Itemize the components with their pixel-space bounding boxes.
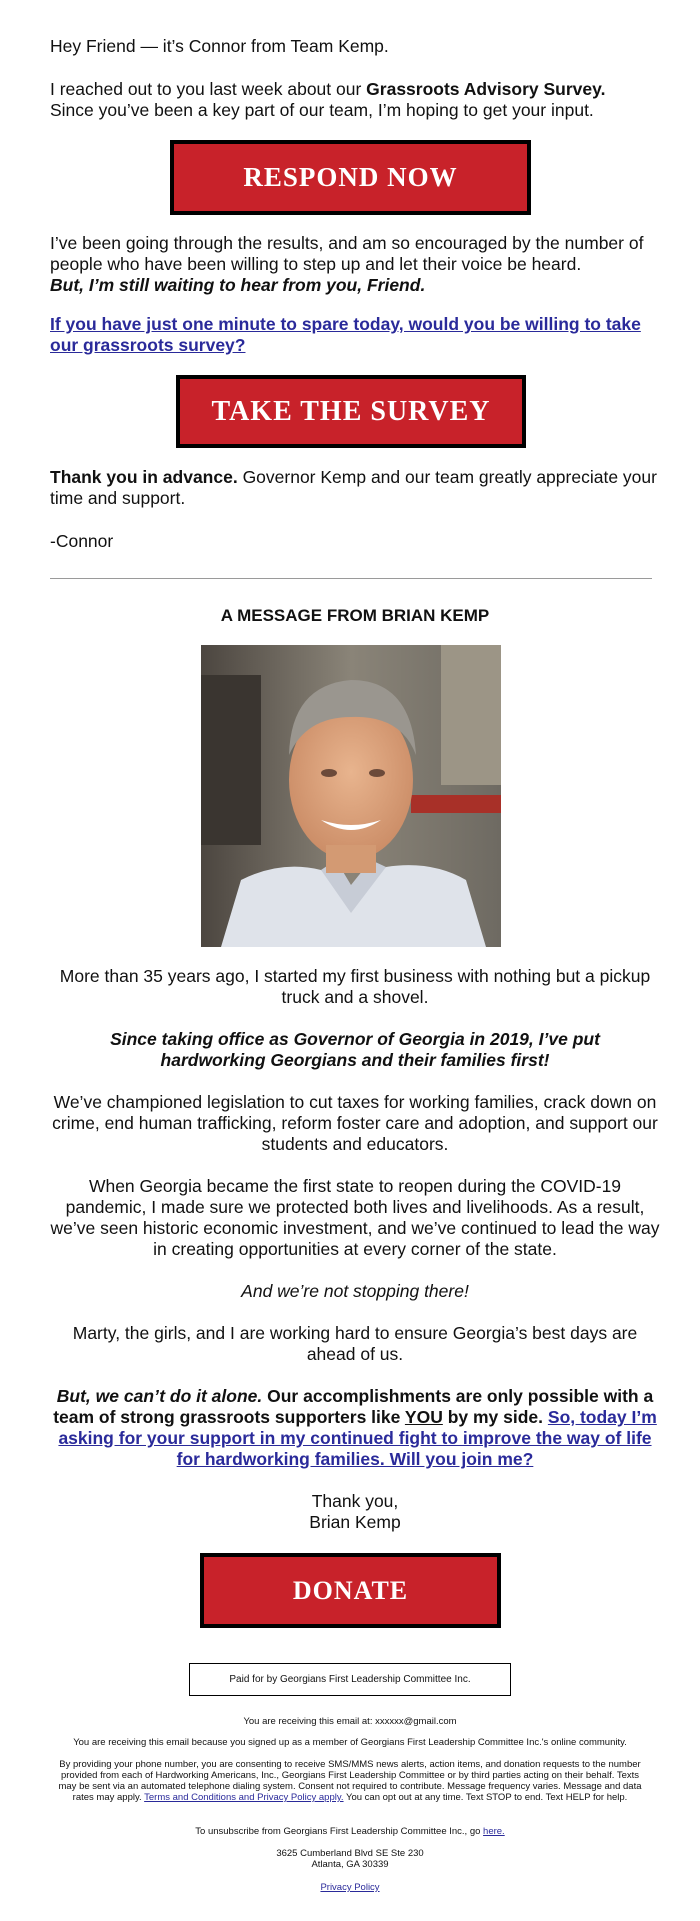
sms-text: By providing your phone number, you are consenting to receive SMS/MMS news alerts, action items, and donation requests to the number provided from each of Hardworking Americans, Inc., Georgians First Leadership Committee or by third parties acting on their behalf. Texts may be sent via an automated telephone dialing system. Consent not required to contribute. Message frequency varies. Message and data rates may apply. <box>58 1759 642 1803</box>
message-p3: We’ve championed legislation to cut taxes for working families, crack down on crime, end human trafficking, reform foster care and adoption, and support our students and educators. <box>52 1092 658 1154</box>
brian-kemp-photo <box>201 645 501 947</box>
message-p7 <box>50 1386 660 1470</box>
message-p1: More than 35 years ago, I started my first business with nothing but a pickup truck and a shovel. <box>59 966 651 1007</box>
divider <box>50 578 652 579</box>
closing-name: Brian Kemp <box>309 1512 401 1532</box>
survey-link-paragraph <box>50 314 660 356</box>
you-text: YOU <box>404 1407 443 1427</box>
address-line-2: Atlanta, GA 30339 <box>311 1859 389 1870</box>
message-p5: And we’re not stopping there! <box>241 1281 469 1301</box>
reason-text: You are receiving this email because you signed up as a member of Georgians First Leadership Committee Inc.'s online community. <box>73 1737 627 1748</box>
intro-paragraph <box>50 79 660 121</box>
address <box>50 1848 650 1870</box>
receiving-email: You are receiving this email at: xxxxxx@gmail.com <box>243 1716 457 1727</box>
intro-text: I reached out to you last week about our <box>50 79 367 99</box>
accomplishments-text: Our accomplishments are only possible with a team of strong grassroots supporters like <box>53 1386 654 1427</box>
signoff: -Connor <box>50 531 114 551</box>
respond-now-button[interactable]: RESPOND NOW <box>170 140 531 215</box>
results-text: I’ve been going through the results, and am so encouraged by the number of people who have been willing to step up and let their voice be heard. <box>50 233 644 274</box>
survey-link[interactable]: If you have just one minute to spare today, would you be willing to take our grassroots survey? <box>50 314 641 355</box>
alone-text: But, we can’t do it alone. <box>56 1386 263 1406</box>
thanks-text: Governor Kemp and our team greatly appreciate your time and support. <box>50 467 657 508</box>
unsubscribe-link[interactable]: here. <box>483 1826 505 1837</box>
results-paragraph <box>50 233 660 296</box>
message-p4: When Georgia became the first state to reopen during the COVID-19 pandemic, I made sure we protected both lives and livelihoods. As a result, we’ve seen historic economic investment, and we’ve continued to lead the way in creating opportunities at every corner of the state. <box>50 1176 660 1259</box>
waiting-text: But, I’m still waiting to hear from you, Friend. <box>50 275 426 295</box>
message-heading: A MESSAGE FROM BRIAN KEMP <box>220 606 490 625</box>
privacy-policy-link[interactable]: Privacy Policy <box>320 1882 380 1893</box>
terms-link[interactable]: Terms and Conditions and Privacy Policy apply. <box>144 1792 344 1803</box>
sms-text-2: You can opt out at any time. Text STOP to end. Text HELP for help. <box>343 1792 628 1803</box>
support-link[interactable]: So, today I’m asking for your support in my continued fight to improve the way of life for hardworking families. Will you join me? <box>58 1407 657 1469</box>
thanks-paragraph <box>50 467 660 509</box>
message-p2: Since taking office as Governor of Georgia in 2019, I’ve put hardworking Georgians and their families first! <box>110 1029 600 1070</box>
address-line-1: 3625 Cumberland Blvd SE Ste 230 <box>276 1848 424 1859</box>
paid-for-text: Paid for by Georgians First Leadership Committee Inc. <box>229 1674 471 1685</box>
closing <box>50 1491 660 1533</box>
privacy-line <box>50 1882 650 1893</box>
side-text: by my side. <box>442 1407 548 1427</box>
intro-text-2: Since you’ve been a key part of our team, I’m hoping to get your input. <box>50 100 594 120</box>
unsubscribe-line <box>50 1826 650 1837</box>
message-p6: Marty, the girls, and I are working hard to ensure Georgia’s best days are ahead of us. <box>72 1323 638 1364</box>
thanks-bold: Thank you in advance. <box>50 467 238 487</box>
donate-button[interactable]: DONATE <box>200 1553 501 1628</box>
survey-name: Grassroots Advisory Survey. <box>366 79 606 99</box>
unsubscribe-text: To unsubscribe from Georgians First Leadership Committee Inc., go <box>195 1826 484 1837</box>
take-survey-button[interactable]: TAKE THE SURVEY <box>176 375 526 448</box>
sms-disclaimer <box>55 1759 645 1803</box>
closing-thanks: Thank you, <box>311 1491 399 1511</box>
greeting: Hey Friend — it’s Connor from Team Kemp. <box>50 36 389 56</box>
paid-for-box <box>189 1663 511 1696</box>
